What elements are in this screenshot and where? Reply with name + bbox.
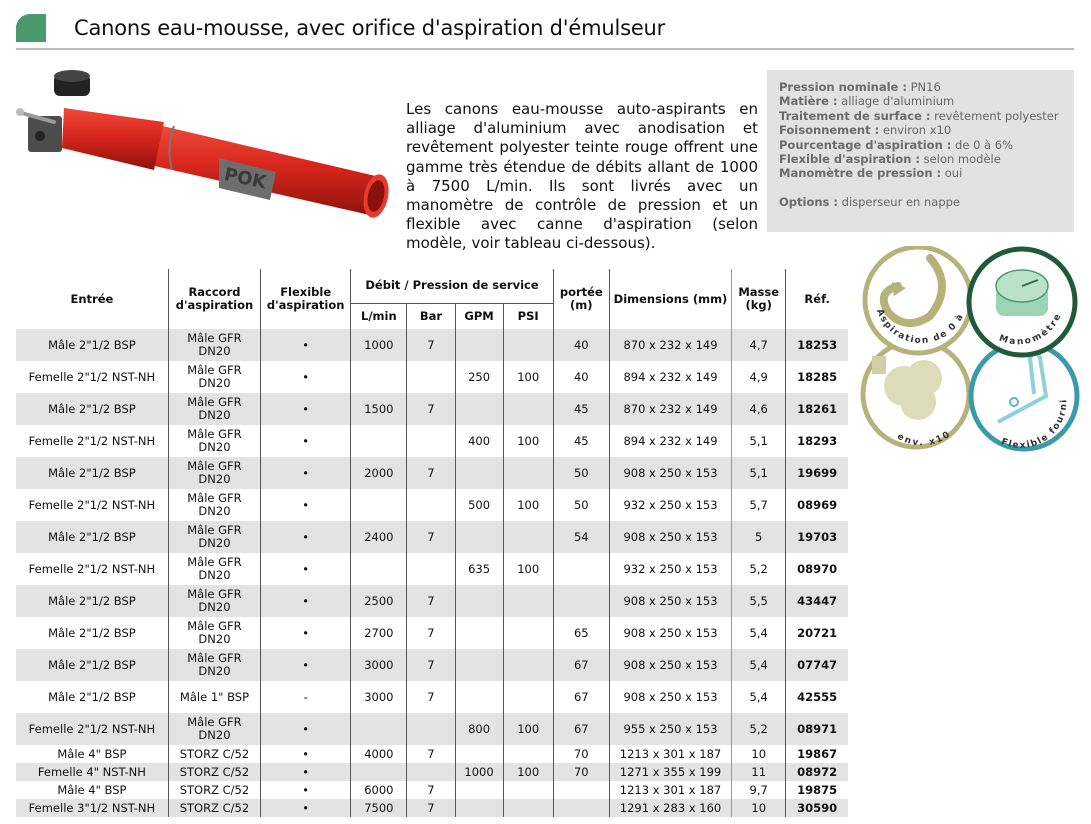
- cell-psi: 100: [503, 361, 553, 393]
- cell-masse: 5,2: [732, 713, 786, 745]
- cell-bar: 7: [407, 781, 455, 799]
- cell-flexible: •: [261, 521, 351, 553]
- cell-dimensions: 894 x 232 x 149: [609, 361, 731, 393]
- col-ref: Réf.: [786, 269, 848, 329]
- cell-ref: 42555: [786, 681, 848, 713]
- cell-entree: Femelle 2"1/2 NST-NH: [28, 369, 156, 384]
- cell-portee: 50: [553, 489, 609, 521]
- spec-manometre: Manomètre de pression : oui: [779, 166, 963, 181]
- cell-bar: 7: [407, 329, 455, 361]
- cell-bar: [407, 361, 455, 393]
- cell-entree: Femelle 2"1/2 NST-NH: [28, 433, 156, 448]
- cell-raccord: STORZ C/52: [168, 799, 260, 817]
- cell-gpm: 1000: [455, 763, 503, 781]
- cell-dimensions: 870 x 232 x 149: [609, 329, 731, 361]
- cell-gpm: [455, 329, 503, 361]
- cell-psi: 100: [503, 713, 553, 745]
- cell-gpm: [455, 649, 503, 681]
- table-row: [16, 425, 848, 457]
- col-portee: portée (m): [553, 269, 609, 329]
- cell-dimensions: 955 x 250 x 153: [609, 713, 731, 745]
- cell-flexible: •: [261, 489, 351, 521]
- cell-raccord: Mâle GFR DN20: [168, 521, 260, 553]
- cell-raccord: STORZ C/52: [168, 745, 260, 763]
- table-body: [16, 329, 848, 817]
- cell-portee: 50: [553, 457, 609, 489]
- cell-dimensions: 932 x 250 x 153: [609, 489, 731, 521]
- cell-entree: Femelle 4" NST-NH: [16, 763, 168, 781]
- cell-portee: 70: [553, 763, 609, 781]
- cell-raccord: Mâle GFR DN20: [168, 713, 260, 745]
- svg-text:Manomètre: Manomètre: [997, 311, 1065, 348]
- cell-masse: 4,9: [732, 361, 786, 393]
- cell-raccord: Mâle 1" BSP: [168, 681, 260, 713]
- cell-psi: [503, 457, 553, 489]
- cell-raccord: Mâle GFR DN20: [168, 425, 260, 457]
- table-row: [16, 781, 848, 799]
- cell-dimensions: 908 x 250 x 153: [609, 457, 731, 489]
- col-lmin: L/min: [351, 303, 407, 329]
- specifications-box: [767, 70, 1074, 232]
- cell-psi: [503, 799, 553, 817]
- col-flexible: Flexible d'aspiration: [261, 269, 351, 329]
- cell-lmin: 4000: [351, 745, 407, 763]
- cell-entree: Femelle 2"1/2 NST-NH: [28, 561, 156, 576]
- cell-portee: 67: [553, 649, 609, 681]
- cell-flexible: -: [261, 681, 351, 713]
- feature-badges: [858, 246, 1083, 456]
- cell-masse: 5,4: [732, 649, 786, 681]
- cell-dimensions: 1271 x 355 x 199: [609, 763, 731, 781]
- cell-lmin: [351, 361, 407, 393]
- cell-bar: 7: [407, 745, 455, 763]
- cell-entree: Mâle 2"1/2 BSP: [16, 649, 168, 681]
- cell-masse: 9,7: [732, 781, 786, 799]
- cell-dimensions: 870 x 232 x 149: [609, 393, 731, 425]
- cell-bar: [407, 553, 455, 585]
- cell-bar: 7: [407, 681, 455, 713]
- cell-gpm: 250: [455, 361, 503, 393]
- cell-gpm: 400: [455, 425, 503, 457]
- cell-flexible: •: [261, 425, 351, 457]
- cell-portee: 40: [553, 361, 609, 393]
- cell-lmin: 2400: [351, 521, 407, 553]
- cell-psi: 100: [503, 425, 553, 457]
- cell-entree: Femelle 2"1/2 NST-NH: [28, 497, 156, 512]
- table-row: [16, 713, 848, 745]
- cell-gpm: [455, 585, 503, 617]
- cell-masse: 11: [732, 763, 786, 781]
- cell-raccord: Mâle GFR DN20: [168, 617, 260, 649]
- cell-raccord: Mâle GFR DN20: [168, 585, 260, 617]
- col-bar: Bar: [407, 303, 455, 329]
- cell-gpm: [455, 457, 503, 489]
- cell-bar: 7: [407, 585, 455, 617]
- spec-pourcentage: Pourcentage d'aspiration : de 0 à 6%: [779, 137, 1013, 152]
- cell-psi: [503, 329, 553, 361]
- cell-ref: 07747: [786, 649, 848, 681]
- col-masse: Masse (kg): [732, 269, 786, 329]
- cell-raccord: Mâle GFR DN20: [168, 361, 260, 393]
- cell-psi: [503, 781, 553, 799]
- cell-masse: 4,6: [732, 393, 786, 425]
- cell-gpm: [455, 393, 503, 425]
- table-row: [16, 763, 848, 781]
- cell-entree: Mâle 4" BSP: [57, 746, 127, 761]
- spec-foisonnement: Foisonnement : environ x10: [779, 123, 952, 138]
- cell-bar: 7: [407, 799, 455, 817]
- cell-portee: [553, 553, 609, 585]
- cell-bar: [407, 489, 455, 521]
- cell-lmin: 1500: [351, 393, 407, 425]
- cell-psi: [503, 617, 553, 649]
- page-header: [16, 14, 1074, 50]
- col-psi: PSI: [503, 303, 553, 329]
- table-row: [16, 489, 848, 521]
- cell-ref: 19699: [786, 457, 848, 489]
- cell-ref: 18293: [786, 425, 848, 457]
- cell-masse: 5,4: [732, 681, 786, 713]
- cell-ref: 08969: [786, 489, 848, 521]
- cell-raccord: STORZ C/52: [168, 763, 260, 781]
- cell-flexible: •: [261, 713, 351, 745]
- cell-masse: 5,7: [732, 489, 786, 521]
- cell-dimensions: 894 x 232 x 149: [609, 425, 731, 457]
- cell-gpm: [455, 617, 503, 649]
- cell-lmin: [351, 553, 407, 585]
- cell-lmin: [351, 763, 407, 781]
- cell-psi: [503, 393, 553, 425]
- table-row: [16, 553, 848, 585]
- spec-flexible: Flexible d'aspiration : selon modèle: [779, 152, 1001, 167]
- cell-dimensions: 1213 x 301 x 187: [609, 745, 731, 763]
- cell-lmin: 3000: [351, 649, 407, 681]
- cell-entree: Mâle 2"1/2 BSP: [16, 457, 168, 489]
- pressure-gauge-icon: [54, 70, 90, 96]
- cell-entree: Mâle 2"1/2 BSP: [48, 625, 136, 640]
- cell-entree: Mâle 2"1/2 BSP: [16, 393, 168, 425]
- spec-matiere: Matière : alliage d'aluminium: [779, 94, 955, 109]
- cell-ref: 08972: [786, 763, 848, 781]
- cell-flexible: •: [261, 799, 351, 817]
- cell-gpm: 635: [455, 553, 503, 585]
- table-row: [16, 361, 848, 393]
- col-debit-group: Débit / Pression de service: [351, 269, 553, 303]
- cell-ref: 19875: [786, 781, 848, 799]
- cell-raccord: Mâle GFR DN20: [168, 489, 260, 521]
- cell-entree: Mâle 2"1/2 BSP: [16, 329, 168, 361]
- cell-raccord: Mâle GFR DN20: [168, 329, 260, 361]
- foam-cannon-illustration: [14, 66, 394, 256]
- cell-ref: 43447: [786, 585, 848, 617]
- cell-bar: [407, 763, 455, 781]
- col-entree: Entrée: [16, 269, 168, 329]
- cell-lmin: 1000: [351, 329, 407, 361]
- cell-bar: 7: [407, 521, 455, 553]
- badge-foisonnement: [863, 341, 969, 448]
- product-description: Les canons eau-mousse auto-aspirants en alliage d'aluminium avec anodisation et revêtement polyester teinte rouge offrent une gamme très étendue de débits allant de 1000 à 7500 L/min. Ils sont livrés avec un manomètre de contrôle de pression et un flexible avec canne d'aspiration (selon modèle, voir tableau ci-dessous).: [406, 100, 758, 253]
- cell-portee: [553, 585, 609, 617]
- cell-lmin: 2000: [351, 457, 407, 489]
- table-row: [16, 745, 848, 763]
- cell-bar: [407, 713, 455, 745]
- cell-flexible: •: [261, 393, 351, 425]
- table-row: [16, 457, 848, 489]
- table-row: [16, 585, 848, 617]
- cell-gpm: [455, 681, 503, 713]
- cell-bar: 7: [407, 393, 455, 425]
- cell-psi: [503, 681, 553, 713]
- cell-lmin: 3000: [351, 681, 407, 713]
- product-table: [16, 269, 848, 817]
- spec-traitement: Traitement de surface : revêtement polyester: [779, 108, 1059, 123]
- cell-portee: 45: [553, 425, 609, 457]
- table-row: [16, 799, 848, 817]
- cell-ref: 08970: [786, 553, 848, 585]
- cell-lmin: [351, 425, 407, 457]
- cell-ref: 19703: [786, 521, 848, 553]
- cell-psi: [503, 745, 553, 763]
- cell-bar: 7: [407, 649, 455, 681]
- cell-flexible: •: [261, 457, 351, 489]
- cell-dimensions: 932 x 250 x 153: [609, 553, 731, 585]
- cell-portee: 65: [553, 617, 609, 649]
- svg-text:POK: POK: [222, 164, 269, 194]
- section-marker-icon: [16, 14, 46, 42]
- col-gpm: GPM: [455, 303, 503, 329]
- table-row: [16, 649, 848, 681]
- cell-ref: 18261: [786, 393, 848, 425]
- svg-text:Flexible fourni: Flexible fourni: [999, 398, 1070, 451]
- cell-ref: 19867: [786, 745, 848, 763]
- cell-raccord: Mâle GFR DN20: [168, 457, 260, 489]
- cell-psi: 100: [503, 553, 553, 585]
- cell-portee: 40: [553, 329, 609, 361]
- cell-portee: 70: [553, 745, 609, 763]
- cell-flexible: •: [261, 781, 351, 799]
- badge-aspiration: [858, 246, 971, 353]
- cell-masse: 10: [732, 745, 786, 763]
- cell-flexible: •: [261, 361, 351, 393]
- cell-lmin: 2500: [351, 585, 407, 617]
- cell-ref: 08971: [786, 713, 848, 745]
- table-row: [16, 329, 848, 361]
- cell-masse: 5: [732, 521, 786, 553]
- cell-masse: 10: [732, 799, 786, 817]
- cell-flexible: •: [261, 585, 351, 617]
- col-dimensions: Dimensions (mm): [609, 269, 731, 329]
- cell-dimensions: 908 x 250 x 153: [609, 649, 731, 681]
- cell-raccord: Mâle GFR DN20: [168, 649, 260, 681]
- cell-gpm: 800: [455, 713, 503, 745]
- cell-flexible: •: [261, 649, 351, 681]
- cell-gpm: [455, 745, 503, 763]
- cell-masse: 4,7: [732, 329, 786, 361]
- cell-lmin: 7500: [351, 799, 407, 817]
- spec-options: Options : disperseur en nappe: [779, 194, 960, 209]
- col-raccord: Raccord d'aspiration: [168, 269, 260, 329]
- cell-psi: 100: [503, 763, 553, 781]
- cell-psi: [503, 521, 553, 553]
- svg-text:env. x10: env. x10: [895, 428, 954, 449]
- cell-portee: 67: [553, 713, 609, 745]
- cell-ref: 18253: [786, 329, 848, 361]
- cell-lmin: 6000: [351, 781, 407, 799]
- cell-gpm: [455, 781, 503, 799]
- cell-dimensions: 1291 x 283 x 160: [609, 799, 731, 817]
- cell-bar: [407, 425, 455, 457]
- table-row: [16, 521, 848, 553]
- cell-psi: [503, 585, 553, 617]
- cell-entree: Femelle 3"1/2 NST-NH: [16, 799, 168, 817]
- cell-lmin: 2700: [351, 617, 407, 649]
- pressure-gauge-icon: [996, 270, 1048, 316]
- cell-flexible: •: [261, 553, 351, 585]
- table-row: [16, 681, 848, 713]
- cell-flexible: •: [261, 745, 351, 763]
- cell-gpm: [455, 521, 503, 553]
- cell-portee: [553, 799, 609, 817]
- cell-masse: 5,2: [732, 553, 786, 585]
- cell-gpm: [455, 799, 503, 817]
- cell-flexible: •: [261, 763, 351, 781]
- svg-text:Aspiration de 0 à 6%: Aspiration de 0 à: [874, 307, 967, 347]
- cell-lmin: [351, 489, 407, 521]
- badge-manometre: [969, 249, 1075, 355]
- spec-pression: Pression nominale : PN16: [779, 80, 941, 94]
- cell-entree: Mâle 2"1/2 BSP: [48, 689, 136, 704]
- cell-raccord: Mâle GFR DN20: [168, 553, 260, 585]
- cell-portee: 67: [553, 681, 609, 713]
- cell-dimensions: 1213 x 301 x 187: [609, 781, 731, 799]
- cell-psi: [503, 649, 553, 681]
- cell-portee: [553, 781, 609, 799]
- cell-bar: 7: [407, 617, 455, 649]
- cell-portee: 45: [553, 393, 609, 425]
- cell-bar: 7: [407, 457, 455, 489]
- badge-flexible: [971, 343, 1077, 451]
- cell-entree: Mâle 2"1/2 BSP: [16, 585, 168, 617]
- table-row: [16, 617, 848, 649]
- cell-masse: 5,5: [732, 585, 786, 617]
- cell-masse: 5,1: [732, 425, 786, 457]
- cell-psi: 100: [503, 489, 553, 521]
- cell-ref: 18285: [786, 361, 848, 393]
- cell-masse: 5,1: [732, 457, 786, 489]
- cell-flexible: •: [261, 329, 351, 361]
- cell-dimensions: 908 x 250 x 153: [609, 521, 731, 553]
- cell-portee: 54: [553, 521, 609, 553]
- cell-entree: Mâle 4" BSP: [57, 782, 127, 797]
- cell-raccord: Mâle GFR DN20: [168, 393, 260, 425]
- cell-raccord: STORZ C/52: [168, 781, 260, 799]
- table-row: [16, 393, 848, 425]
- cell-entree: Mâle 2"1/2 BSP: [16, 521, 168, 553]
- cell-ref: 20721: [786, 617, 848, 649]
- page-title: Canons eau-mousse, avec orifice d'aspiration d'émulseur: [74, 16, 666, 40]
- cell-dimensions: 908 x 250 x 153: [609, 681, 731, 713]
- cell-dimensions: 908 x 250 x 153: [609, 617, 731, 649]
- cell-flexible: •: [261, 617, 351, 649]
- product-image: [14, 66, 394, 256]
- cell-dimensions: 908 x 250 x 153: [609, 585, 731, 617]
- cell-entree: Femelle 2"1/2 NST-NH: [16, 713, 168, 745]
- cell-lmin: [351, 713, 407, 745]
- cell-ref: 30590: [786, 799, 848, 817]
- cell-masse: 5,4: [732, 617, 786, 649]
- cell-gpm: 500: [455, 489, 503, 521]
